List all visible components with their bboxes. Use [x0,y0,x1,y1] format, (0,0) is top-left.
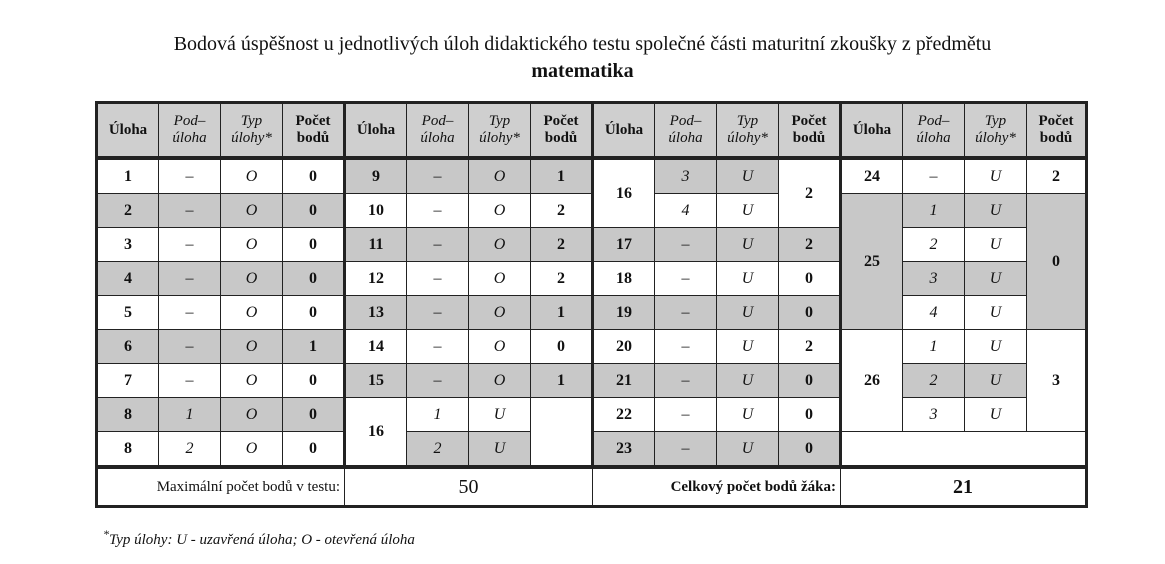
points: 0 [779,398,841,432]
points: 0 [283,228,345,262]
subtask: – [159,262,221,296]
subtask: 3 [903,262,965,296]
task-type: O [221,398,283,432]
task-number: 16 [593,158,655,228]
points: 2 [1027,158,1087,194]
task-type: U [965,158,1027,194]
task-type: U [717,330,779,364]
table-row [97,398,1087,432]
task-number: 16 [345,398,407,468]
subtask: 1 [903,194,965,228]
points: 2 [779,330,841,364]
table-row [97,296,1087,330]
task-number: 4 [97,262,159,296]
header-typ: Typ úlohy* [221,103,283,159]
task-type: O [221,194,283,228]
task-type: U [965,228,1027,262]
task-type: U [717,432,779,468]
header-poduloha: Pod– úloha [407,103,469,159]
task-type: O [221,296,283,330]
empty-cell [841,432,1087,468]
task-type: O [469,262,531,296]
table-row [97,364,1087,398]
task-number: 11 [345,228,407,262]
task-number: 10 [345,194,407,228]
header-pocet: Počet bodů [1027,103,1087,159]
points: 0 [531,330,593,364]
task-number: 7 [97,364,159,398]
header-uloha: Úloha [345,103,407,159]
task-number: 14 [345,330,407,364]
header-typ: Typ úlohy* [469,103,531,159]
points: 3 [1027,330,1087,432]
task-number: 3 [97,228,159,262]
summary-row [97,467,1087,507]
task-number: 12 [345,262,407,296]
subject-name: matematika [531,60,634,82]
task-number: 22 [593,398,655,432]
points: 2 [531,228,593,262]
header-pocet: Počet bodů [531,103,593,159]
task-type: O [469,228,531,262]
subtask: 1 [159,398,221,432]
task-type: O [469,296,531,330]
task-type: U [965,364,1027,398]
points: 0 [283,262,345,296]
task-type: O [221,364,283,398]
task-type: U [717,364,779,398]
task-number: 1 [97,158,159,194]
task-number: 19 [593,296,655,330]
max-points-label: Maximální počet bodů v testu: [97,467,345,507]
task-number: 25 [841,194,903,330]
task-number: 26 [841,330,903,432]
points: 0 [779,364,841,398]
subtask: – [407,262,469,296]
subtask: – [407,330,469,364]
points: 0 [283,364,345,398]
task-number: 9 [345,158,407,194]
points [531,398,593,468]
header-uloha: Úloha [841,103,903,159]
subtask: – [159,158,221,194]
header-typ: Typ úlohy* [965,103,1027,159]
subtask: – [655,228,717,262]
table-row [97,158,1087,194]
task-number: 8 [97,398,159,432]
total-points-value: 21 [841,467,1087,507]
points: 2 [531,194,593,228]
points: 0 [283,158,345,194]
task-type: U [717,194,779,228]
task-number: 8 [97,432,159,468]
points: 0 [779,296,841,330]
points: 2 [779,158,841,228]
header-poduloha: Pod– úloha [903,103,965,159]
task-type: U [469,432,531,468]
subtask: 3 [903,398,965,432]
task-type: U [717,158,779,194]
subtask: 2 [903,364,965,398]
subtask: 1 [407,398,469,432]
subtask: 1 [903,330,965,364]
task-number: 13 [345,296,407,330]
subtask: – [159,364,221,398]
task-number: 20 [593,330,655,364]
header-uloha: Úloha [97,103,159,159]
subtask: – [159,296,221,330]
task-number: 18 [593,262,655,296]
task-type: O [221,228,283,262]
task-number: 2 [97,194,159,228]
task-type: O [469,158,531,194]
subtask: – [655,330,717,364]
points: 0 [283,398,345,432]
points: 0 [283,296,345,330]
table-row [97,330,1087,364]
task-type: U [965,296,1027,330]
task-type: U [717,262,779,296]
task-number: 5 [97,296,159,330]
header-pocet: Počet bodů [283,103,345,159]
subtask: – [655,432,717,468]
subtask: – [407,158,469,194]
points: 1 [531,296,593,330]
points: 0 [779,432,841,468]
subtask: – [655,398,717,432]
points: 0 [283,194,345,228]
task-number: 21 [593,364,655,398]
subtask: 2 [159,432,221,468]
points: 0 [283,432,345,468]
subtask: – [159,194,221,228]
task-number: 23 [593,432,655,468]
total-points-label: Celkový počet bodů žáka: [593,467,841,507]
subtask: – [903,158,965,194]
subtask: 2 [903,228,965,262]
task-type: O [469,364,531,398]
max-points-value: 50 [345,467,593,507]
subtask: – [407,228,469,262]
table-row [97,194,1087,228]
task-type: U [965,262,1027,296]
subtask: – [655,364,717,398]
points: 1 [531,158,593,194]
task-type: O [221,432,283,468]
header-pocet: Počet bodů [779,103,841,159]
header-uloha: Úloha [593,103,655,159]
subtask: – [159,330,221,364]
task-type: O [469,330,531,364]
header-poduloha: Pod– úloha [655,103,717,159]
points: 1 [283,330,345,364]
footnote-star: * [103,527,109,541]
subtask: – [655,296,717,330]
task-number: 17 [593,228,655,262]
footnote-text: Typ úlohy: U - uzavřená úloha; O - otevřená úloha [109,532,415,548]
task-number: 15 [345,364,407,398]
task-type: U [717,296,779,330]
score-table [95,101,1088,508]
table-header-row [97,103,1087,159]
subtask: 3 [655,158,717,194]
task-type: U [717,228,779,262]
task-type: U [469,398,531,432]
subtask: – [407,194,469,228]
task-number: 24 [841,158,903,194]
task-type: O [469,194,531,228]
header-typ: Typ úlohy* [717,103,779,159]
points: 2 [531,262,593,296]
points: 1 [531,364,593,398]
document-title: Bodová úspěšnost u jednotlivých úloh didaktického testu společné části maturitní zkoušky z předmětu [173,33,992,55]
footnote [103,527,415,549]
points: 2 [779,228,841,262]
subtask: 4 [655,194,717,228]
header-poduloha: Pod– úloha [159,103,221,159]
subtask: 4 [903,296,965,330]
points: 0 [1027,194,1087,330]
subtask: 2 [407,432,469,468]
subtask: – [159,228,221,262]
points: 0 [779,262,841,296]
task-type: U [717,398,779,432]
table-row [97,262,1087,296]
task-type: O [221,262,283,296]
subtask: – [407,296,469,330]
subtask: – [655,262,717,296]
task-type: O [221,330,283,364]
task-type: U [965,330,1027,364]
task-type: O [221,158,283,194]
task-type: U [965,194,1027,228]
task-type: U [965,398,1027,432]
table-row [97,228,1087,262]
subtask: – [407,364,469,398]
task-number: 6 [97,330,159,364]
